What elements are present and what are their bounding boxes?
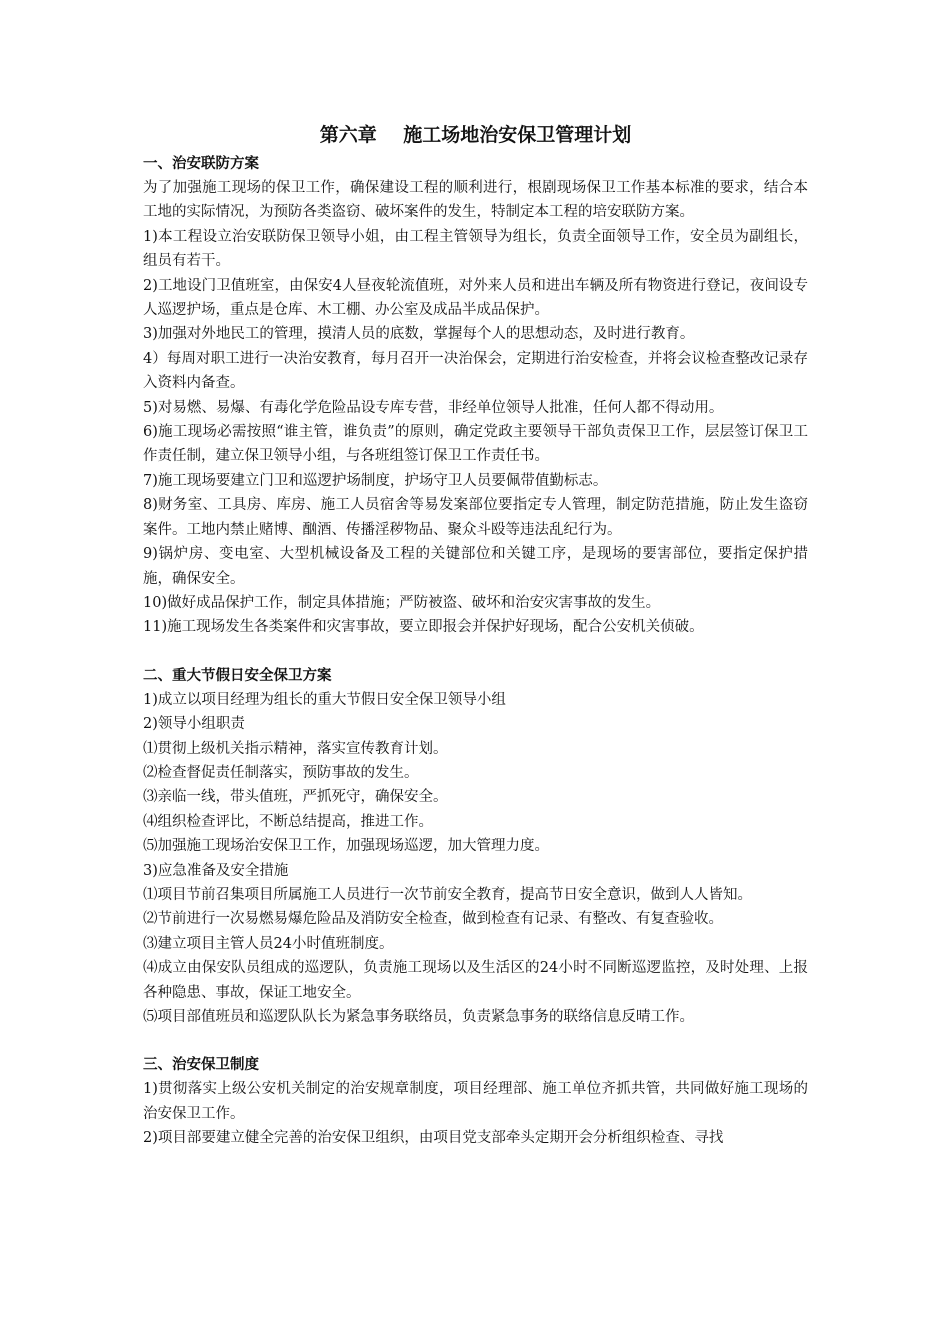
paragraph: ⑴贯彻上级机关指示精神，落实宣传教育计划。 [143,740,448,757]
paragraph: 10)做好成品保护工作，制定具体措施；严防被盗、破坏和治安灾害事故的发生。 [143,594,661,611]
paragraph: 9)锅炉房、变电室、大型机械设备及工程的关键部位和关键工序，是现场的要害部位，要指定保护措施，确保安全。 [143,546,808,587]
paragraph: 7)施工现场要建立门卫和巡逻护场制度，护场守卫人员要佩带值勤标志。 [143,472,608,489]
section-spacer [143,1029,808,1053]
paragraph: 3)应急准备及安全措施 [143,862,289,879]
paragraph: 5)对易燃、易爆、有毒化学危险品设专库专营，非经单位领导人批准，任何人都不得动用。 [143,399,724,416]
paragraph: ⑸项目部值班员和巡逻队队长为紧急事务联络员，负责紧急事务的联络信息反晴工作。 [143,1009,694,1025]
section [143,152,808,640]
document-page [143,118,808,1151]
paragraph: 8)财务室、工具房、库房、施工人员宿舍等易发案部位要指定专人管理，制定防范措施，防止发生盗窃案件。工地内禁止赌博、酗酒、传播淫秽物品、聚众斗殴等违法乱纪行为。 [143,497,808,538]
document-body [143,152,808,1151]
paragraph: 1)本工程设立治安联防保卫领导小姐，由工程主管领导为组长，负责全面领导工作，安全员为副组长，组员有若干。 [143,228,808,270]
section [143,664,808,1030]
paragraph: ⑶建立项目主管人员24小时值班制度。 [143,935,394,952]
paragraph: 6)施工现场必需按照“谁主管，谁负责”的原则，确定党政主要领导干部负责保卫工作，层层签订保卫工作责任制，建立保卫领导小组，与各班组签订保卫工作责任书。 [143,424,808,465]
paragraph: 11)施工现场发生各类案件和灾害事故，要立即报会并保护好现场，配合公安机关侦破。 [143,619,704,636]
paragraph: 3)加强对外地民工的管理，摸清人员的底数，掌握每个人的思想动态，及时进行教育。 [143,326,695,343]
paragraph: 1)贯彻落实上级公安机关制定的治安规章制度，项目经理部、施工单位齐抓共管，共同做好施工现场的治安保卫工作。 [143,1081,808,1122]
paragraph: ⑵节前进行一次易燃易爆危险品及消防安全检查，做到检查有记录、有整改、有复查验收。 [143,911,723,928]
paragraph: 2)领导小组职责 [143,716,245,733]
section-spacer [143,640,808,664]
section-heading: 二、重大节假日安全保卫方案 [143,667,332,684]
paragraph: ⑵检查督促责任制落实，预防事故的发生。 [143,764,419,781]
section [143,1053,808,1150]
paragraph: 2)工地设门卫值班室，由保安4人昼夜轮流值班，对外来人员和进出车辆及所有物资进行登记，夜间设专人巡逻护场，重点是仓库、木工棚、办公室及成品半成品保护。 [143,277,808,319]
paragraph: 2)项目部要建立健全完善的治安保卫组织，由项目党支部牵头定期开会分析组织检查、寻找 [143,1130,724,1147]
paragraph: 1)成立以项目经理为组长的重大节假日安全保卫领导小组 [143,691,506,708]
paragraph: 4）每周对职工进行一决治安教育，每月召开一决治保会，定期进行治安检查，并将会议检查整改记录存入资料内备查。 [143,350,808,392]
paragraph: ⑷成立由保安队员组成的巡逻队，负责施工现场以及生活区的24小时不同断巡逻监控，及时处理、上报各种隐患、事故，保证工地安全。 [143,960,808,1001]
section-heading: 一、治安联防方案 [143,156,259,172]
paragraph: ⑴项目节前召集项目所属施工人员进行一次节前安全教育，提高节日安全意识，做到人人皆知。 [143,886,752,903]
paragraph: ⑸加强施工现场治安保卫工作，加强现场巡逻，加大管理力度。 [143,838,549,855]
section-heading: 三、治安保卫制度 [143,1057,259,1074]
paragraph: ⑶亲临一线，带头值班，严抓死守，确保安全。 [143,789,448,806]
page-title: 第六章 施工场地治安保卫管理计划 [319,124,632,146]
paragraph: 为了加强施工现场的保卫工作，确保建设工程的顺利进行，根剧现场保卫工作基本标准的要求，结合本工地的实际情况，为预防各类盗窃、破坏案件的发生，特制定本工程的培安联防方案。 [143,180,808,221]
paragraph: ⑷组织检查评比，不断总结提高，推进工作。 [143,813,433,830]
